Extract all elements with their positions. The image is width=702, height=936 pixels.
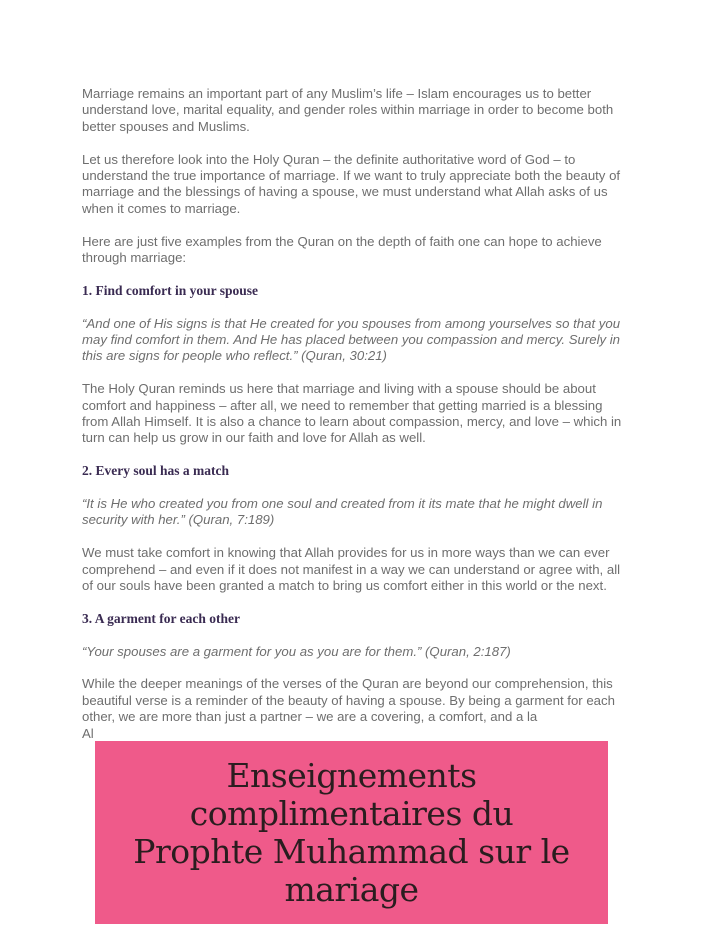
- section-2-body: We must take comfort in knowing that Allah provides for us in more ways than we can ever comprehend – and even if it does not manifest in a way we can understand or agree with, all of our souls have been granted a match to bring us comfort either in this world or the next.: [82, 545, 621, 594]
- section-3-quote: “Your spouses are a garment for you as you are for them.” (Quran, 2:187): [82, 643, 511, 659]
- trailing-text-fragment: Al: [82, 725, 94, 741]
- section-2-heading: 2. Every soul has a match: [82, 463, 230, 479]
- section-2-quote: “It is He who created you from one soul and created from it its mate that he might dwell in security with her.” (Quran, 7:189): [82, 496, 603, 528]
- section-3-heading: 3. A garment for each other: [82, 610, 240, 626]
- section-1-body: The Holy Quran reminds us here that marriage and living with a spouse should be about comfort and happiness – after all, we need to remember that getting married is a blessing from Allah Himself. It is also a chance to learn about compassion, mercy, and love – which in turn can help us grow in our faith and love for Allah as well.: [82, 381, 622, 446]
- intro-paragraph-1: Marriage remains an important part of any Muslim’s life – Islam encourages us to better understand love, marital equality, and gender roles within marriage in order to become both better spouses and Muslims.: [82, 86, 614, 134]
- article-body: [82, 86, 622, 742]
- title-banner: [95, 741, 608, 924]
- section-1-quote: “And one of His signs is that He created for you spouses from among yourselves so that you may find comfort in them. And He has placed between you compassion and mercy. Surely in this are signs for people who reflect.” (Quran, 30:21): [82, 315, 621, 364]
- banner-title: Enseignements complimentaires du Prophte Muhammad sur le mariage: [133, 755, 570, 909]
- intro-paragraph-2: Let us therefore look into the Holy Quran – the definite authoritative word of God – to understand the true importance of marriage. If we want to truly appreciate both the beauty of marriage and the blessings of having a spouse, we must understand what Allah asks of us when it comes to marriage.: [82, 151, 621, 216]
- section-3-body: While the deeper meanings of the verses of the Quran are beyond our comprehension, this beautiful verse is a reminder of the beauty of having a spouse. By being a garment for each other, we are more than just a partner – we are a covering, a comfort, and a la: [82, 676, 615, 725]
- section-1-heading: 1. Find comfort in your spouse: [82, 282, 259, 298]
- intro-paragraph-3: Here are just five examples from the Quran on the depth of faith one can hope to achieve through marriage:: [82, 233, 602, 266]
